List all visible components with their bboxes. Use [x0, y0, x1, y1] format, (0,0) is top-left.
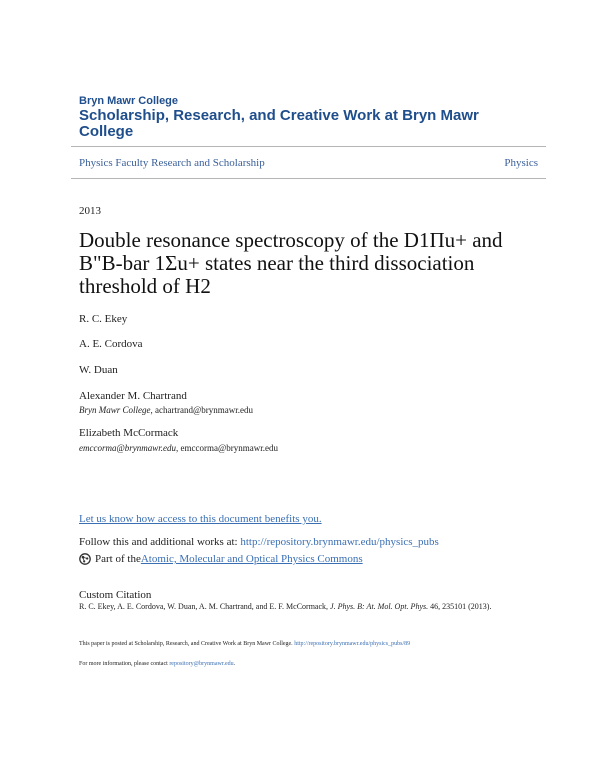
affiliation-email: , achartrand@brynmawr.edu — [150, 405, 253, 415]
citation-volume: 46, 235101 (2013). — [428, 602, 492, 611]
citation-authors: R. C. Ekey, A. E. Cordova, W. Duan, A. M. Chartrand, and E. F. McCormack, — [79, 602, 331, 611]
author-5: Elizabeth McCormack — [79, 427, 179, 439]
author-4-affiliation — [79, 405, 253, 415]
follow-line — [79, 536, 439, 548]
publication-year: 2013 — [79, 205, 101, 217]
author-2: A. E. Cordova — [79, 338, 143, 350]
top-divider — [71, 146, 546, 147]
follow-prefix: Follow this and additional works at: — [79, 536, 241, 548]
contact-suffix: . — [233, 661, 236, 667]
citation-journal: J. Phys. B: At. Mol. Opt. Phys. — [330, 602, 429, 611]
posted-notice — [79, 641, 410, 647]
author-3: W. Duan — [79, 364, 118, 376]
paper-url-link[interactable]: http://repository.brynmawr.edu/physics_pubs/89 — [294, 641, 411, 647]
contact-email-link[interactable]: repository@brynmawr.edu — [169, 661, 234, 667]
part-of-prefix: Part of the — [95, 553, 141, 565]
part-of-line — [79, 553, 363, 565]
subject-link[interactable]: Physics — [504, 157, 538, 169]
paper-title: Double resonance spectroscopy of the D1Πu+ and B"B-bar 1Σu+ states near the third dissociation threshold of H2 — [79, 228, 503, 298]
affiliation-email: , emccorma@brynmawr.edu — [176, 443, 279, 453]
institution-name: Bryn Mawr College — [79, 95, 179, 107]
access-benefits-link[interactable]: Let us know how access to this document benefits you. — [79, 513, 322, 525]
affiliation-institution: Bryn Mawr College — [79, 405, 151, 415]
department-link[interactable]: Physics Faculty Research and Scholarship — [79, 157, 265, 169]
author-1: R. C. Ekey — [79, 313, 128, 325]
affiliation-email-italic: emccorma@brynmawr.edu — [79, 443, 177, 453]
contact-notice — [79, 661, 235, 667]
nav-divider — [71, 178, 546, 179]
citation-text — [79, 602, 549, 611]
posted-prefix: This paper is posted at Scholarship, Research, and Creative Work at Bryn Mawr College. — [79, 641, 295, 647]
collection-url-link[interactable]: http://repository.brynmawr.edu/physics_pubs — [240, 536, 439, 548]
commons-network-icon — [79, 553, 91, 565]
repository-title[interactable]: Scholarship, Research, and Creative Work at Bryn Mawr College — [79, 107, 479, 140]
author-5-affiliation — [79, 443, 278, 453]
citation-heading: Custom Citation — [79, 589, 152, 601]
contact-prefix: For more information, please contact — [79, 661, 170, 667]
author-4: Alexander M. Chartrand — [79, 390, 187, 402]
commons-link[interactable]: Atomic, Molecular and Optical Physics Commons — [140, 553, 363, 565]
